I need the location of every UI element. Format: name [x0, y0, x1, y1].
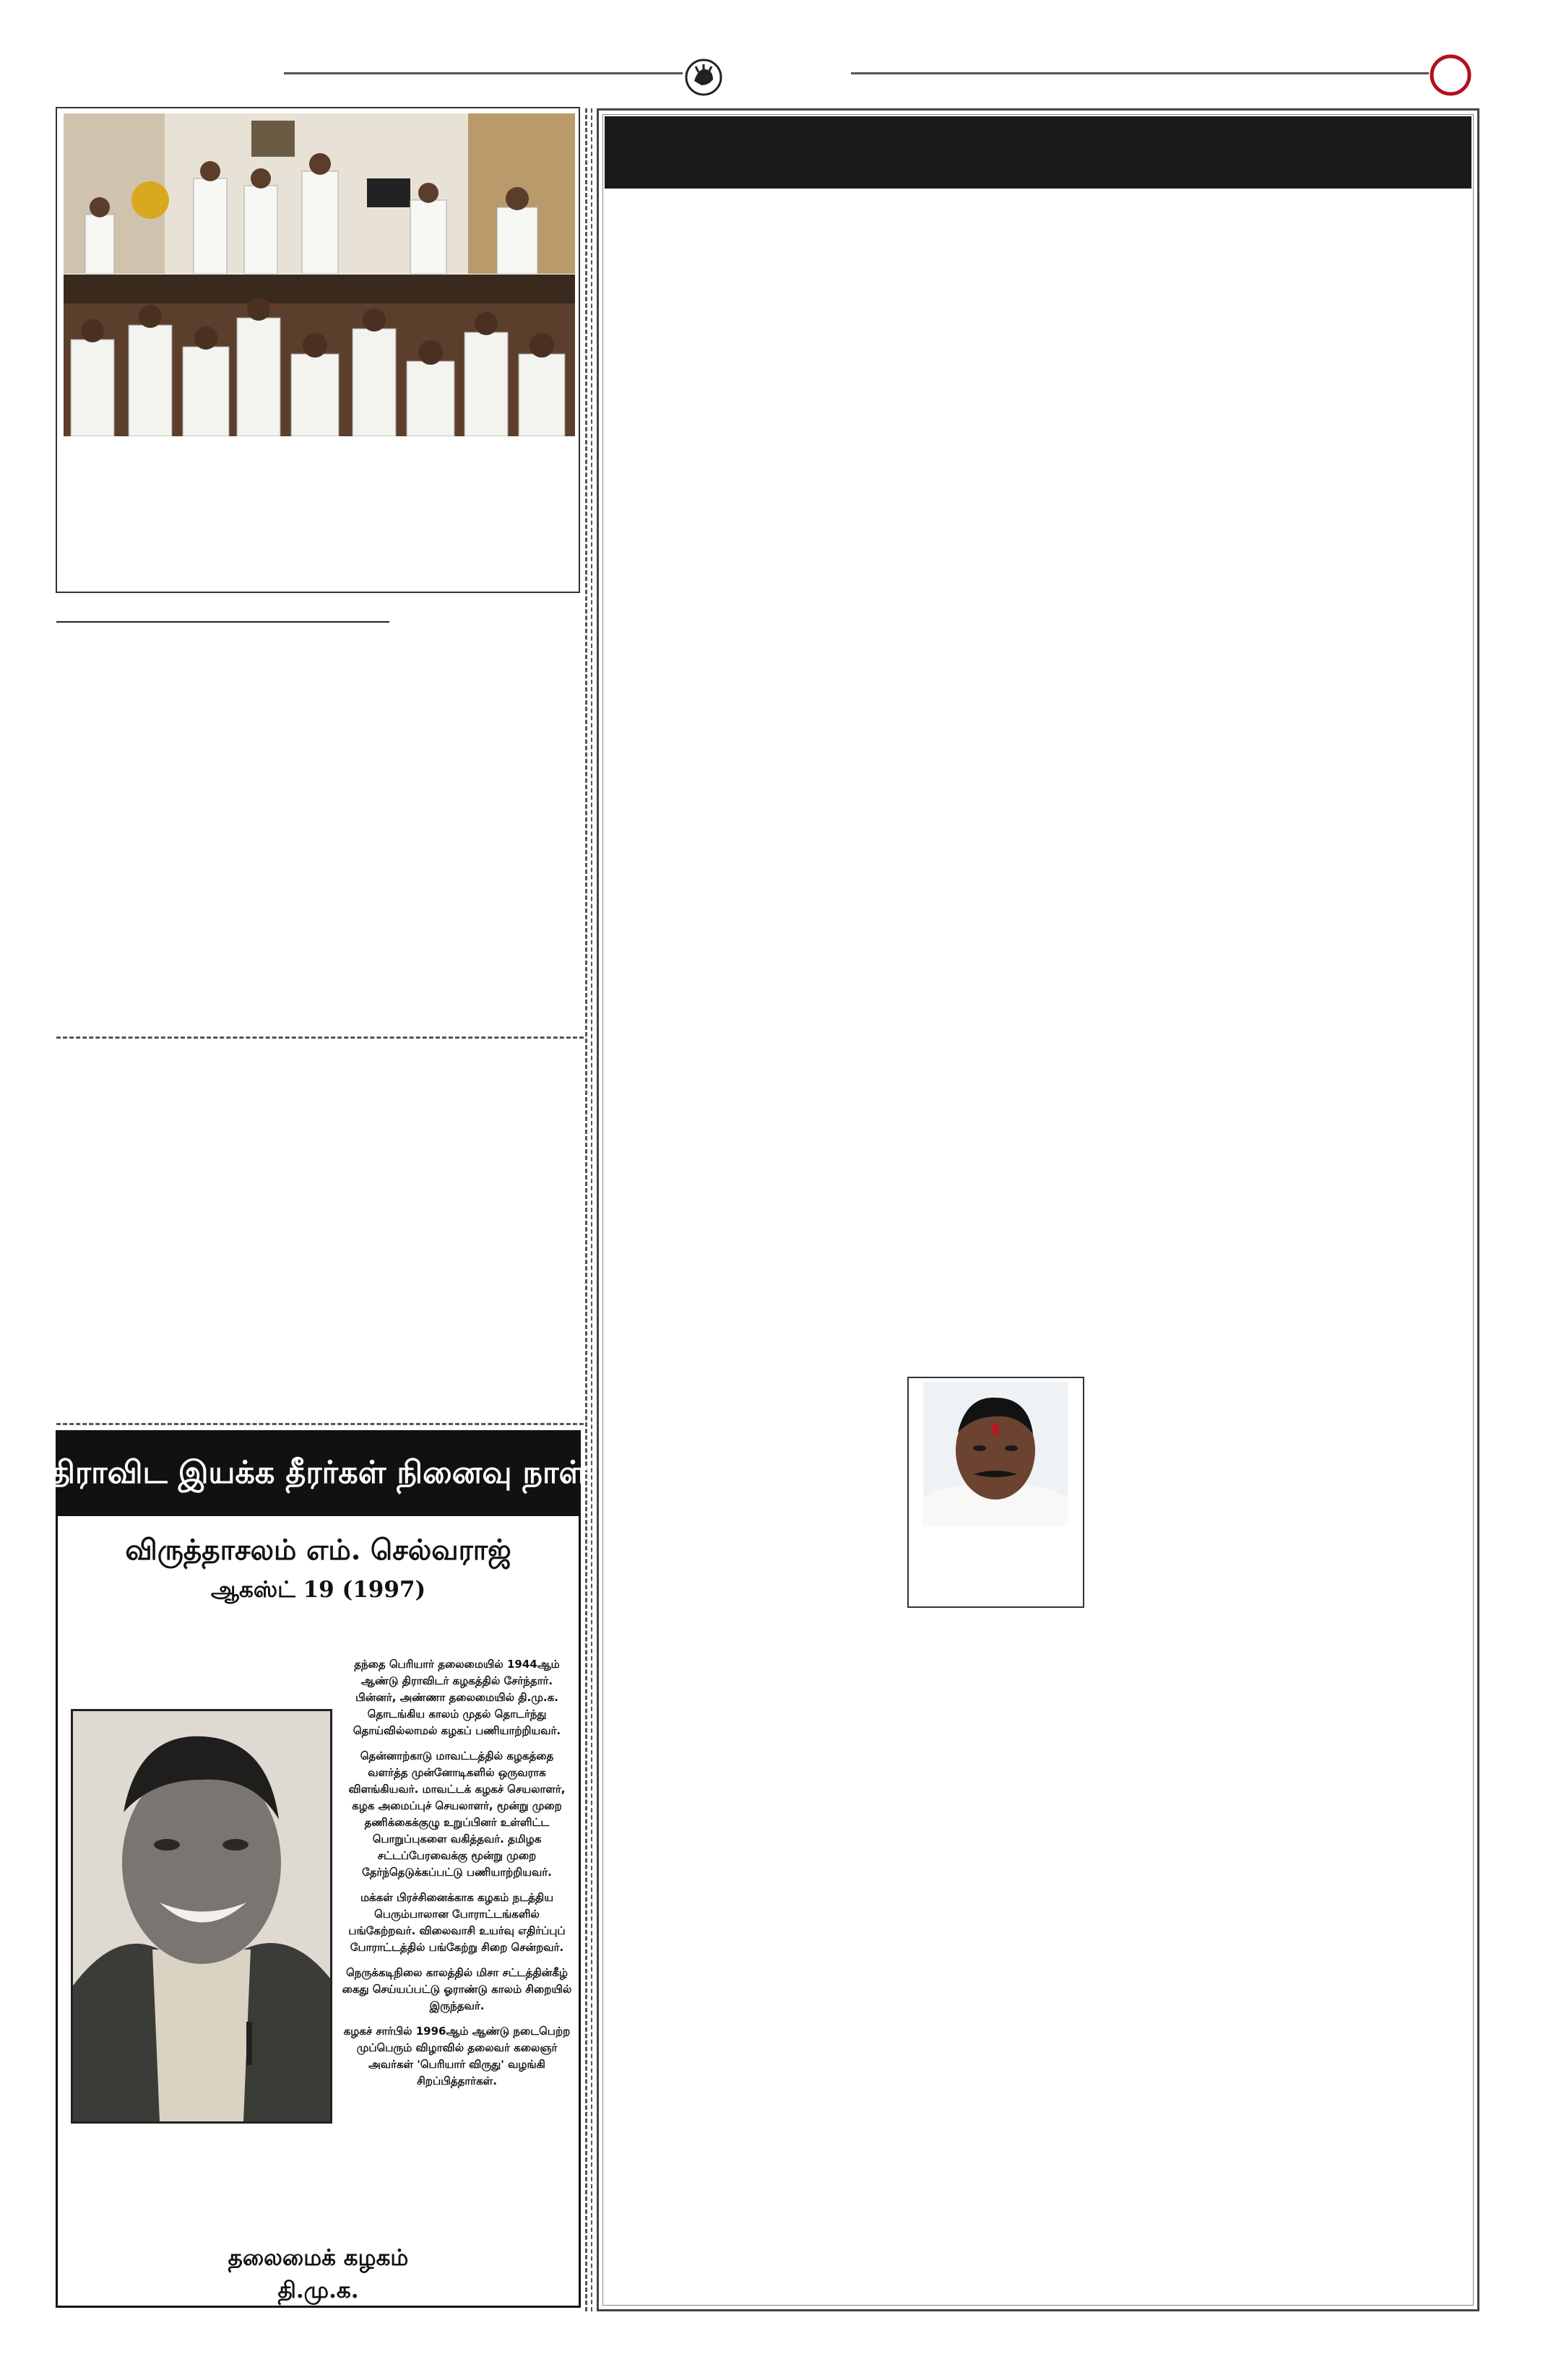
page-number-circle-icon — [1429, 53, 1472, 97]
memorial-footer-line1: தலைமைக் கழகம் — [228, 2245, 409, 2271]
header-rule-right — [851, 72, 1429, 74]
rising-sun-party-icon — [684, 58, 723, 97]
column-separator — [585, 108, 587, 2311]
biography-paragraph: தென்னாற்காடு மாவட்டத்தில் கழகத்தை வளர்த்த முன்னோடிகளில் ஒருவராக விளங்கியவர். மாவட்டக் கழகச் செயலாளர், கழக அமைப்புச் செயலாளர், மூன்று முறை தணிக்கைக்குழு உறுப்பினர் உள்ளிட்ட பொறுப்புகளை வகித்தவர். தமிழக சட்டப்பேரவைக்கு மூன்று முறை தேர்ந்தெடுக்கப்பட்டு பணியாற்றியவர். — [348, 1749, 566, 1879]
memorial-name: விருத்தாசலம் எம். செல்வராஜ் — [125, 1533, 511, 1567]
memorial-date: ஆகஸ்ட் 19 (1997) — [210, 1577, 426, 1603]
article-portrait-frame — [907, 1377, 1084, 1608]
memorial-banner — [49, 1432, 587, 1516]
memorial-portrait — [71, 1709, 332, 2124]
article-headline-bar — [605, 116, 1471, 189]
article-inner-border — [602, 114, 1474, 2306]
meeting-photo-bottom — [64, 274, 575, 436]
header-rule-left — [284, 72, 683, 74]
memorial-footer-line2: தி.மு.க. — [277, 2277, 359, 2303]
memorial-box — [49, 1430, 587, 2308]
biography-paragraph: மக்கள் பிரச்சினைக்காக கழகம் நடத்திய பெரும்பாலான போராட்டங்களில் பங்கேற்றவர். விலைவாசி உயர்வு எதிர்ப்புப் போராட்டத்தில் பங்கேற்று சிறை சென்றவர். — [348, 1891, 566, 1954]
left-column-divider-2 — [56, 1423, 584, 1425]
biography-paragraph: தந்தை பெரியார் தலைமையில் 1944ஆம் ஆண்டு திராவிடர் கழகத்தில் சேர்ந்தார். பின்னர், அண்ணா தலைமையில் தி.மு.க. தொடங்கிய காலம் முதல் தொடர்ந்து தொய்வில்லாமல் கழகப் பணியாற்றியவர். — [353, 1658, 561, 1737]
biography-paragraph: கழகச் சார்பில் 1996ஆம் ஆண்டு நடைபெற்ற முப்பெரும் விழாவில் தலைவர் கலைஞர் அவர்கள் 'பெரியார் விருது' வழங்கி சிறப்பித்தார்கள். — [343, 2025, 571, 2087]
memorial-banner-text: திராவிட இயக்க தீரர்கள் நினைவு நாள் — [49, 1454, 587, 1491]
article-portrait-photo — [923, 1382, 1068, 1526]
left-column-underline — [56, 621, 389, 623]
meeting-photo-top — [64, 113, 575, 274]
column-separator-inner — [591, 108, 592, 2311]
photo-box — [56, 107, 580, 593]
memorial-biography — [340, 1656, 574, 2098]
article-box — [597, 108, 1479, 2311]
biography-paragraph: நெருக்கடிநிலை காலத்தில் மிசா சட்டத்தின்கீழ் கைது செய்யப்பட்டு ஓராண்டு காலம் சிறையில் இருந்தவர். — [342, 1966, 572, 2012]
left-column-divider-1 — [56, 1037, 584, 1039]
